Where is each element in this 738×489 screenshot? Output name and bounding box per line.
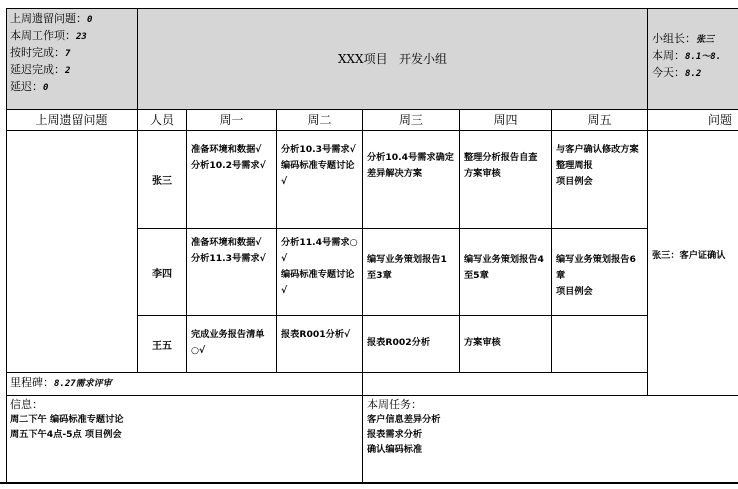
col-mon: 周一 (219, 113, 244, 127)
info-block (6, 396, 362, 482)
grid-line (362, 109, 363, 483)
today-date: 今天：8.2 (652, 66, 702, 79)
grid-line (6, 395, 738, 396)
week-range: 本周：8.1～8. (652, 49, 722, 62)
col-issues: 问题 (708, 113, 733, 127)
grid-line (0, 482, 738, 484)
task-cell-mon: 准备环境和数据√ 分析11.3号需求√ (191, 237, 266, 264)
grid-line (6, 8, 7, 483)
col-thu: 周四 (493, 113, 518, 127)
col-fri: 周五 (587, 113, 612, 127)
info-label: 信息： (10, 398, 43, 411)
person-name: 张三 (152, 176, 172, 187)
col-tue: 周二 (307, 113, 332, 127)
task-cell-tue: 分析10.3号需求√ 编码标准专题讨论√ (281, 144, 356, 187)
leader-block (648, 9, 738, 108)
milestone: 里程碑：8.27需求评审 (10, 376, 112, 389)
task-cell-thu: 方案审核 (464, 337, 501, 348)
task-cell-fri: 编写业务策划报告6章 项目例会 (556, 254, 636, 297)
grid-line (647, 8, 648, 396)
task-cell-mon: 完成业务报告清单○√ (191, 329, 265, 356)
group-leader: 小组长：张三 (652, 32, 715, 45)
task-cell-tue: 报表R001分析√ (281, 329, 351, 340)
grid-line (138, 228, 648, 229)
week-tasks-label: 本周任务： (367, 398, 422, 411)
week-tasks-block (363, 396, 738, 482)
week-task-line: 报表需求分析 (367, 429, 423, 440)
grid-line (138, 315, 648, 316)
col-prev-issues: 上周遗留问题 (35, 113, 108, 127)
col-person: 人员 (149, 113, 174, 127)
summary-delayed: 延迟：0 (10, 80, 49, 93)
info-line: 周二下午 编码标准专题讨论 (10, 414, 124, 425)
issue-cell: 张三：客户证确认 (652, 250, 726, 261)
task-cell-fri: 与客户确认修改方案 整理周报 项目例会 (556, 144, 639, 187)
grid-line (276, 109, 277, 373)
week-task-line: 确认编码标准 (367, 444, 423, 455)
info-line: 周五下午4点-5点 项目例会 (10, 429, 122, 440)
summary-on-time: 按时完成：7 (10, 46, 71, 59)
task-cell-thu: 整理分析报告自查 方案审核 (464, 152, 538, 179)
task-cell-wed: 编写业务策划报告1至3章 (367, 254, 447, 281)
grid-line (6, 130, 738, 131)
project-title: XXX项目 开发小组 (337, 52, 448, 66)
task-cell-wed: 分析10.4号需求确定差异解决方案 (367, 152, 454, 179)
task-cell-mon: 准备环境和数据√ 分析10.2号需求√ (191, 144, 266, 171)
col-wed: 周三 (398, 113, 423, 127)
grid-line (137, 8, 138, 373)
summary-block (6, 9, 137, 108)
task-cell-thu: 编写业务策划报告4至5章 (464, 254, 544, 281)
summary-prev-issues: 上周遗留问题：0 (10, 12, 93, 25)
summary-week-items: 本周工作项：23 (10, 29, 87, 42)
grid-line (459, 109, 460, 373)
grid-line (551, 109, 552, 373)
summary-late-done: 延迟完成：2 (10, 63, 71, 76)
task-cell-tue: 分析11.4号需求○√ 编码标准专题讨论√ (281, 237, 358, 296)
week-task-line: 客户信息差异分析 (367, 414, 441, 425)
task-cell-wed: 报表R002分析 (367, 337, 431, 348)
grid-line (186, 109, 187, 373)
grid-line (6, 8, 738, 9)
grid-line (6, 109, 738, 110)
person-name: 李四 (152, 268, 172, 280)
person-name: 王五 (152, 340, 172, 352)
